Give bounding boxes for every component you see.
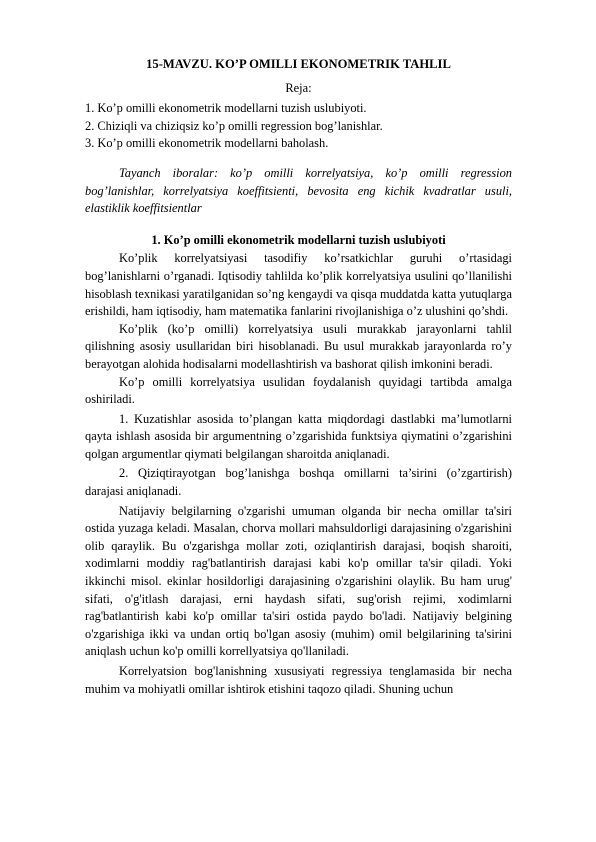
body-paragraph: Natijaviy belgilarning o'zgarishi umuman olganda bir necha omillar ta'siri ostida yuzaga keladi. Masalan, chorva mollari mahsuldorligi darajasining o'zgarishini olib qaraylik. Bu o'zgarishga mollar zoti, oziqlantirish darajasi, boqish sharoiti, xodimlarni moddiy rag'batlantirish darajasi kabi ko'p omillar ta'sir qiladi. Yoki ikkinchi misol. ekinlar hosildorligi darajasining o'zgarishini olaylik. Bu ham urug' sifati, o'g'itlash darajasi, erni haydash sifati, sug'orish rejimi, xodimlarni rag'batlantirish kabi ko'p omillar ta'siri ostida paydo bo'ladi. Natijaviy belgining o'zgarishiga ikki va undan ortiq bo'lgan asosiy (muhim) omil belgilarining ta'sirini aniqlash uchun ko'p omilli korrellyatsiya qo'llaniladi. bbox=[85, 503, 512, 659]
body-paragraph: Korrelyatsion bog'lanishning xususiyati regressiya tenglamasida bir necha muhim va mohiyatli omillar ishtirok etishini taqozo qiladi. Shuning uchun bbox=[85, 664, 512, 696]
keywords-paragraph: Tayanch iboralar: ko’p omilli korrelyatsiya, ko’p omilli regression bog’lanishlar, korrelyatsiya koeffitsienti, bevosita eng kichik kvadratlar usuli, elastiklik koeffitsientlar bbox=[85, 165, 512, 216]
body-paragraph: Ko’p omilli korrelyatsiya usulidan foydalanish quyidagi tartibda amalga oshiriladi. bbox=[85, 374, 512, 407]
plan-item: 1. Ko’p omilli ekonometrik modellarni tuzish uslubiyoti. bbox=[85, 101, 367, 116]
plan-item: 3. Ko’p omilli ekonometrik modellarni baholash. bbox=[85, 136, 329, 151]
document-title: 15-MAVZU. KO’P OMILLI EKONOMETRIK TAHLIL bbox=[146, 57, 451, 71]
plan-label: Reja: bbox=[285, 80, 312, 95]
body-paragraph: Ko’plik korrelyatsiyasi tasodifiy ko’rsatkichlar guruhi o’rtasidagi bog’lanishlarni o’rganadi. Iqtisodiy tahlilda ko’plik korrelyatsiya usulini qo’llanilishi hisoblash texnikasi yaratilganidan so’ng kengaydi va qisqa muddatda katta yutuqlarga erishildi, ham iqtisodiy, ham matematika fanlarini rivojlanishiga o’z ulushini qo’shdi. bbox=[85, 251, 512, 319]
body-paragraph: Ko’plik (ko’p omilli) korrelyatsiya usuli murakkab jarayonlarni tahlil qilishning asosiy usullaridan biri hisoblanadi. Bu usul murakkab jarayonlarda ro’y berayotgan alohida hodisalarni modellashtirish va bashorat qilish imkonini beradi. bbox=[85, 321, 512, 371]
plan-item: 2. Chiziqli va chiziqsiz ko’p omilli regression bog’lanishlar. bbox=[85, 118, 383, 133]
body-paragraph: 2. Qiziqtirayotgan bog’lanishga boshqa omillarni ta’sirini (o’zgartirish) darajasi aniqlanadi. bbox=[85, 466, 512, 499]
body-paragraph: 1. Kuzatishlar asosida to’plangan katta miqdordagi dastlabki ma’lumotlarni qayta ishlash asosida bir argumentning o’zgarishida funktsiya qiymatini o’zgarishini qolgan argumentlar qiymati belgilangan sharoitda aniqlanadi. bbox=[85, 411, 512, 461]
plan-list bbox=[85, 100, 512, 153]
section-heading: 1. Ko’p omilli ekonometrik modellarni tuzish uslubiyoti bbox=[151, 232, 446, 247]
